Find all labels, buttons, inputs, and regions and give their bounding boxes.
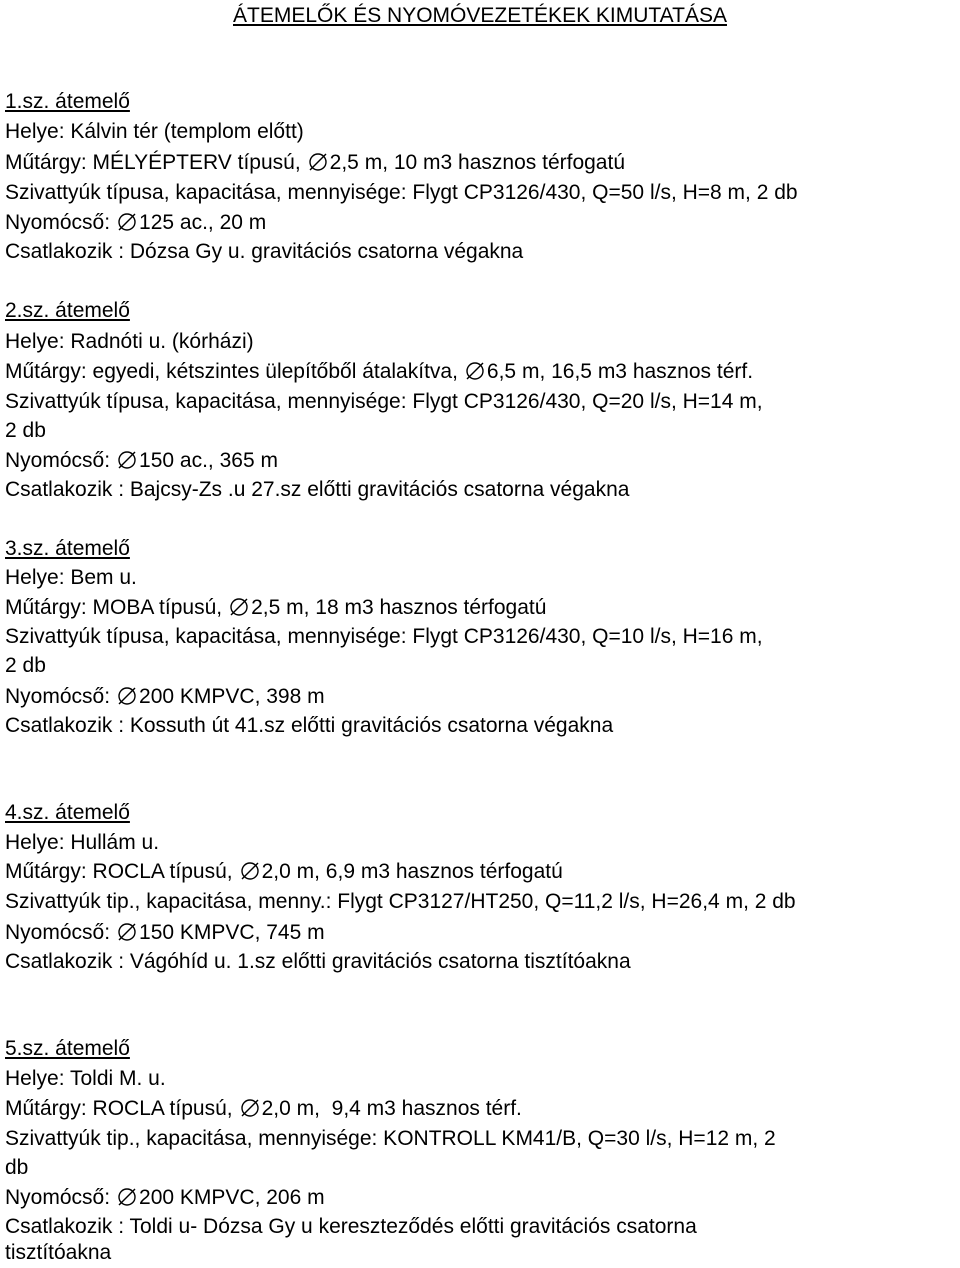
section-3-location: Helye: Bem u.	[5, 566, 137, 589]
section-5-connection-line-1: Csatlakozik : Toldi u- Dózsa Gy u kereszteződés előtti gravitációs csatorna	[5, 1215, 697, 1238]
section-1-pressure-pipe-label: Nyomócső:	[5, 211, 111, 234]
section-3-structure-label: Műtárgy: MOBA típusú,	[5, 596, 223, 619]
section-1-pressure-pipe-value: 125 ac., 20 m	[139, 211, 267, 234]
section-4-structure	[5, 857, 955, 887]
section-4-heading: 4.sz. átemelő	[5, 801, 130, 824]
section-5-pressure-pipe	[5, 1183, 955, 1213]
section-5-pressure-pipe-label: Nyomócső:	[5, 1186, 111, 1209]
section-1-heading: 1.sz. átemelő	[5, 90, 130, 113]
section-5-structure-label: Műtárgy: ROCLA típusú,	[5, 1097, 233, 1120]
section-4-structure-label: Műtárgy: ROCLA típusú,	[5, 860, 233, 883]
section-3-structure	[5, 593, 955, 623]
section-5-pumps-line-1: Szivattyúk tip., kapacitása, mennyisége: KONTROLL KM41/B, Q=30 l/s, H=12 m, 2	[5, 1127, 776, 1150]
diameter-symbol-icon	[239, 861, 261, 881]
section-2-structure-label: Műtárgy: egyedi, kétszintes ülepítőből átalakítva,	[5, 360, 458, 383]
section-2-location: Helye: Radnóti u. (kórházi)	[5, 330, 254, 353]
diameter-symbol-icon	[116, 1187, 138, 1207]
section-3-structure-value: 2,5 m, 18 m3 hasznos térfogatú	[251, 596, 547, 619]
section-5-pressure-pipe-value: 200 KMPVC, 206 m	[139, 1186, 325, 1209]
section-1-structure	[5, 148, 955, 178]
section-3-pressure-pipe-label: Nyomócső:	[5, 685, 111, 708]
section-2-structure-value: 6,5 m, 16,5 m3 hasznos térf.	[486, 360, 754, 383]
section-3-pressure-pipe-value: 200 KMPVC, 398 m	[139, 685, 325, 708]
section-5-pumps-line-2: db	[5, 1156, 29, 1179]
section-1-pressure-pipe	[5, 208, 955, 238]
section-4-structure-value: 2,0 m, 6,9 m3 hasznos térfogatú	[261, 860, 563, 883]
section-4-location: Helye: Hullám u.	[5, 831, 160, 854]
section-2-pumps-line-2: 2 db	[5, 419, 46, 442]
section-3-pumps-line-1: Szivattyúk típusa, kapacitása, mennyisége: Flygt CP3126/430, Q=10 l/s, H=16 m,	[5, 625, 763, 648]
section-1-pumps: Szivattyúk típusa, kapacitása, mennyisége: Flygt CP3126/430, Q=50 l/s, H=8 m, 2 db	[5, 181, 798, 204]
diameter-symbol-icon	[228, 597, 250, 617]
section-2-structure	[5, 357, 955, 387]
section-5-connection-line-2: tisztítóakna	[5, 1241, 112, 1264]
section-5-heading: 5.sz. átemelő	[5, 1037, 130, 1060]
section-5-structure-value: 2,0 m, 9,4 m3 hasznos térf.	[261, 1097, 522, 1120]
section-4-pressure-pipe	[5, 918, 955, 948]
section-2-pumps-line-1: Szivattyúk típusa, kapacitása, mennyisége: Flygt CP3126/430, Q=20 l/s, H=14 m,	[5, 390, 763, 413]
diameter-symbol-icon	[116, 212, 138, 232]
document-title: ÁTEMELŐK ÉS NYOMÓVEZETÉKEK KIMUTATÁSA	[233, 4, 727, 27]
section-2-pressure-pipe	[5, 446, 955, 476]
diameter-symbol-icon	[464, 361, 486, 381]
section-1-structure-label: Műtárgy: MÉLYÉPTERV típusú,	[5, 151, 301, 174]
diameter-symbol-icon	[307, 152, 329, 172]
section-3-connection: Csatlakozik : Kossuth út 41.sz előtti gravitációs csatorna végakna	[5, 714, 614, 737]
section-2-heading: 2.sz. átemelő	[5, 299, 130, 322]
diameter-symbol-icon	[116, 686, 138, 706]
section-2-connection: Csatlakozik : Bajcsy-Zs .u 27.sz előtti gravitációs csatorna végakna	[5, 478, 630, 501]
section-2-pressure-pipe-label: Nyomócső:	[5, 449, 111, 472]
section-5-structure	[5, 1094, 955, 1124]
section-4-pumps: Szivattyúk tip., kapacitása, menny.: Flygt CP3127/HT250, Q=11,2 l/s, H=26,4 m, 2 db	[5, 890, 796, 913]
section-4-pressure-pipe-value: 150 KMPVC, 745 m	[139, 921, 325, 944]
section-3-pressure-pipe	[5, 682, 955, 712]
section-3-pumps-line-2: 2 db	[5, 654, 46, 677]
section-1-location: Helye: Kálvin tér (templom előtt)	[5, 120, 304, 143]
section-4-connection: Csatlakozik : Vágóhíd u. 1.sz előtti gravitációs csatorna tisztítóakna	[5, 950, 631, 973]
section-4-pressure-pipe-label: Nyomócső:	[5, 921, 111, 944]
section-5-location: Helye: Toldi M. u.	[5, 1067, 166, 1090]
section-2-pressure-pipe-value: 150 ac., 365 m	[139, 449, 278, 472]
section-1-structure-value: 2,5 m, 10 m3 hasznos térfogatú	[329, 151, 626, 174]
diameter-symbol-icon	[116, 450, 138, 470]
diameter-symbol-icon	[116, 922, 138, 942]
diameter-symbol-icon	[239, 1098, 261, 1118]
section-1-connection: Csatlakozik : Dózsa Gy u. gravitációs csatorna végakna	[5, 240, 524, 263]
section-3-heading: 3.sz. átemelő	[5, 537, 130, 560]
